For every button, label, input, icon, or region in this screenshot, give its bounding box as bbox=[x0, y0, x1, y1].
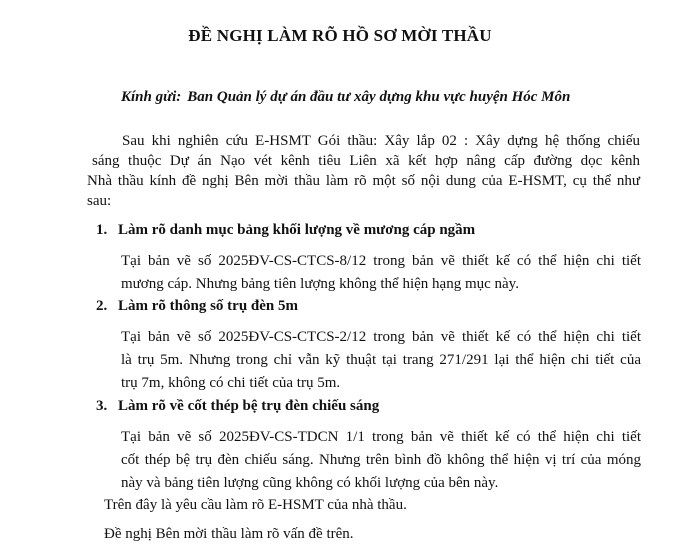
item-body-line: mương cáp. Nhưng bảng tiên lượng không thể hiện hạng mục này. bbox=[121, 276, 519, 292]
item-3-body bbox=[121, 426, 641, 495]
item-1-heading bbox=[96, 222, 475, 239]
closing-line-1: Trên đây là yêu cầu làm rõ E-HSMT của nhà thầu. bbox=[104, 497, 407, 513]
item-body-line: này và bảng tiên lượng cũng không có khối lượng của bên này. bbox=[121, 475, 499, 491]
item-2-body bbox=[121, 326, 641, 395]
recipient-label: Kính gửi: bbox=[121, 89, 182, 105]
document-title: ĐỀ NGHỊ LÀM RÕ HỒ SƠ MỜI THẦU bbox=[188, 26, 492, 45]
item-number: 1. bbox=[96, 222, 108, 238]
intro-line: Sau khi nghiên cứu E-HSMT Gói thầu: Xây lắp 02 : Xây dựng hệ thống chiếu bbox=[122, 133, 640, 149]
item-heading-text: Làm rõ danh mục bảng khối lượng về mương cáp ngầm bbox=[118, 222, 476, 238]
item-body-line: cốt thép bệ trụ đèn chiếu sáng. Nhưng trên bình đồ không thể hiện vị trí của móng bbox=[121, 452, 641, 468]
item-body-line: là trụ 5m. Nhưng trong chỉ vẫn kỹ thuật tại trang 271/291 lại thể hiện chi tiết của bbox=[121, 352, 641, 368]
item-3-heading bbox=[96, 398, 379, 415]
item-body-line: Tại bản vẽ số 2025ĐV-CS-TDCN 1/1 trong bản vẽ thiết kế có thể hiện chi tiết bbox=[121, 429, 641, 445]
recipient-line bbox=[121, 89, 570, 106]
recipient-value: Ban Quản lý dự án đầu tư xây dựng khu vực huyện Hóc Môn bbox=[187, 89, 571, 105]
item-body-line: trụ 7m, không có chi tiết của trụ 5m. bbox=[121, 375, 341, 391]
item-1-body bbox=[121, 250, 641, 296]
item-body-line: Tại bản vẽ số 2025ĐV-CS-CTCS-8/12 trong bản vẽ thiết kế có thể hiện chi tiết bbox=[121, 253, 641, 269]
item-number: 2. bbox=[96, 298, 108, 314]
intro-line: sáng thuộc Dự án Nạo vét kênh tiêu Liên xã kết hợp nâng cấp đường dọc kênh bbox=[92, 153, 640, 169]
closing-line-2: Đề nghị Bên mời thầu làm rõ vấn đề trên. bbox=[104, 526, 354, 542]
item-body-line: Tại bản vẽ số 2025ĐV-CS-CTCS-2/12 trong bản vẽ thiết kế có thể hiện chi tiết bbox=[121, 329, 641, 345]
intro-paragraph bbox=[87, 131, 640, 211]
item-number: 3. bbox=[96, 398, 108, 414]
intro-line: Nhà thầu kính đề nghị Bên mời thầu làm rõ một số nội dung của E-HSMT, cụ thể như bbox=[87, 173, 640, 189]
intro-line: sau: bbox=[87, 193, 112, 209]
item-heading-text: Làm rõ thông số trụ đèn 5m bbox=[118, 298, 299, 314]
item-2-heading bbox=[96, 298, 298, 315]
item-heading-text: Làm rõ về cốt thép bệ trụ đèn chiếu sáng bbox=[118, 398, 380, 414]
